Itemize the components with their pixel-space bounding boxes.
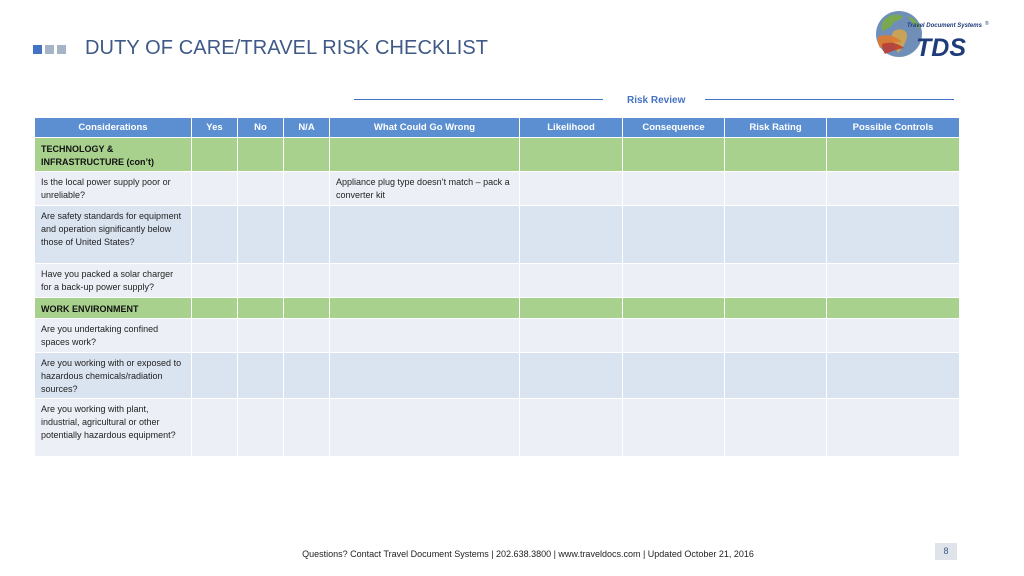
no-cell[interactable] [238, 138, 283, 171]
col-header-possible-controls: Possible Controls [827, 118, 959, 137]
consequence-cell[interactable] [623, 206, 724, 263]
consideration-text: Are you working with plant, industrial, agricultural or other potentially hazardous equipment? [35, 399, 191, 456]
possible-controls-cell[interactable] [827, 399, 959, 456]
col-header-risk-rating: Risk Rating [725, 118, 826, 137]
title-square-1 [33, 45, 42, 54]
consequence-cell[interactable] [623, 399, 724, 456]
table-row [35, 172, 959, 205]
table-row [35, 206, 959, 263]
yes-cell[interactable] [192, 353, 237, 398]
possible-controls-cell[interactable] [827, 353, 959, 398]
risk-rating-cell[interactable] [725, 264, 826, 297]
risk-rating-cell[interactable] [725, 353, 826, 398]
no-cell[interactable] [238, 319, 283, 352]
na-cell[interactable] [284, 298, 329, 318]
risk-rating-cell[interactable] [725, 298, 826, 318]
what-could-go-wrong-cell[interactable] [330, 353, 519, 398]
likelihood-cell[interactable] [520, 399, 622, 456]
no-cell[interactable] [238, 399, 283, 456]
no-cell[interactable] [238, 264, 283, 297]
table-header-row [35, 118, 959, 137]
page-number: 8 [935, 543, 957, 560]
section-row-work-environment [35, 298, 959, 318]
yes-cell[interactable] [192, 172, 237, 205]
possible-controls-cell[interactable] [827, 298, 959, 318]
what-could-go-wrong-cell[interactable] [330, 298, 519, 318]
what-could-go-wrong-cell[interactable]: Appliance plug type doesn’t match – pack a converter kit [330, 172, 519, 205]
footer-contact: Questions? Contact Travel Document Systems | 202.638.3800 | www.traveldocs.com | Updated October 21, 2016 [302, 549, 754, 559]
yes-cell[interactable] [192, 206, 237, 263]
yes-cell[interactable] [192, 298, 237, 318]
consequence-cell[interactable] [623, 264, 724, 297]
risk-rating-cell[interactable] [725, 319, 826, 352]
risk-rating-cell[interactable] [725, 138, 826, 171]
na-cell[interactable] [284, 399, 329, 456]
likelihood-cell[interactable] [520, 353, 622, 398]
possible-controls-cell[interactable] [827, 319, 959, 352]
risk-review-line-left [354, 99, 603, 100]
risk-rating-cell[interactable] [725, 399, 826, 456]
consideration-text: Have you packed a solar charger for a back-up power supply? [35, 264, 191, 297]
logo-brand-line: Travel Document Systems [907, 23, 982, 29]
page-title: DUTY OF CARE/TRAVEL RISK CHECKLIST [85, 37, 489, 59]
yes-cell[interactable] [192, 319, 237, 352]
what-could-go-wrong-cell[interactable] [330, 319, 519, 352]
na-cell[interactable] [284, 138, 329, 171]
likelihood-cell[interactable] [520, 319, 622, 352]
possible-controls-cell[interactable] [827, 264, 959, 297]
consideration-text: Are you working with or exposed to hazardous chemicals/radiation sources? [35, 353, 191, 398]
no-cell[interactable] [238, 206, 283, 263]
col-header-na: N/A [284, 118, 329, 137]
likelihood-cell[interactable] [520, 138, 622, 171]
consequence-cell[interactable] [623, 319, 724, 352]
table-row [35, 353, 959, 398]
likelihood-cell[interactable] [520, 298, 622, 318]
title-square-2 [45, 45, 54, 54]
yes-cell[interactable] [192, 399, 237, 456]
yes-cell[interactable] [192, 138, 237, 171]
title-decoration [33, 45, 66, 54]
section-row-technology [35, 138, 959, 171]
no-cell[interactable] [238, 298, 283, 318]
col-header-likelihood: Likelihood [520, 118, 622, 137]
consideration-text: Is the local power supply poor or unreliable? [35, 172, 191, 205]
title-square-3 [57, 45, 66, 54]
possible-controls-cell[interactable] [827, 138, 959, 171]
col-header-yes: Yes [192, 118, 237, 137]
consequence-cell[interactable] [623, 172, 724, 205]
possible-controls-cell[interactable] [827, 172, 959, 205]
what-could-go-wrong-cell[interactable] [330, 264, 519, 297]
col-header-no: No [238, 118, 283, 137]
col-header-considerations: Considerations [35, 118, 191, 137]
na-cell[interactable] [284, 264, 329, 297]
what-could-go-wrong-cell[interactable] [330, 138, 519, 171]
tds-logo [872, 6, 994, 64]
table-row [35, 264, 959, 297]
col-header-what-could-go-wrong: What Could Go Wrong [330, 118, 519, 137]
na-cell[interactable] [284, 172, 329, 205]
consequence-cell[interactable] [623, 138, 724, 171]
table-row [35, 319, 959, 352]
na-cell[interactable] [284, 206, 329, 263]
consequence-cell[interactable] [623, 353, 724, 398]
risk-rating-cell[interactable] [725, 206, 826, 263]
col-header-consequence: Consequence [623, 118, 724, 137]
logo-registered-mark: ® [985, 21, 989, 27]
consideration-text: Are safety standards for equipment and operation significantly below those of United States? [35, 206, 191, 263]
likelihood-cell[interactable] [520, 264, 622, 297]
na-cell[interactable] [284, 319, 329, 352]
no-cell[interactable] [238, 172, 283, 205]
risk-review-label: Risk Review [627, 95, 686, 106]
table-row [35, 399, 959, 456]
consideration-text: Are you undertaking confined spaces work? [35, 319, 191, 352]
risk-review-line-right [705, 99, 954, 100]
risk-rating-cell[interactable] [725, 172, 826, 205]
section-label: TECHNOLOGY & INFRASTRUCTURE (con’t) [35, 138, 191, 171]
no-cell[interactable] [238, 353, 283, 398]
likelihood-cell[interactable] [520, 172, 622, 205]
possible-controls-cell[interactable] [827, 206, 959, 263]
section-label: WORK ENVIRONMENT [35, 298, 191, 318]
logo-mark: TDS [916, 34, 966, 62]
yes-cell[interactable] [192, 264, 237, 297]
what-could-go-wrong-cell[interactable] [330, 399, 519, 456]
likelihood-cell[interactable] [520, 206, 622, 263]
consequence-cell[interactable] [623, 298, 724, 318]
na-cell[interactable] [284, 353, 329, 398]
checklist-table [34, 117, 960, 457]
what-could-go-wrong-cell[interactable] [330, 206, 519, 263]
